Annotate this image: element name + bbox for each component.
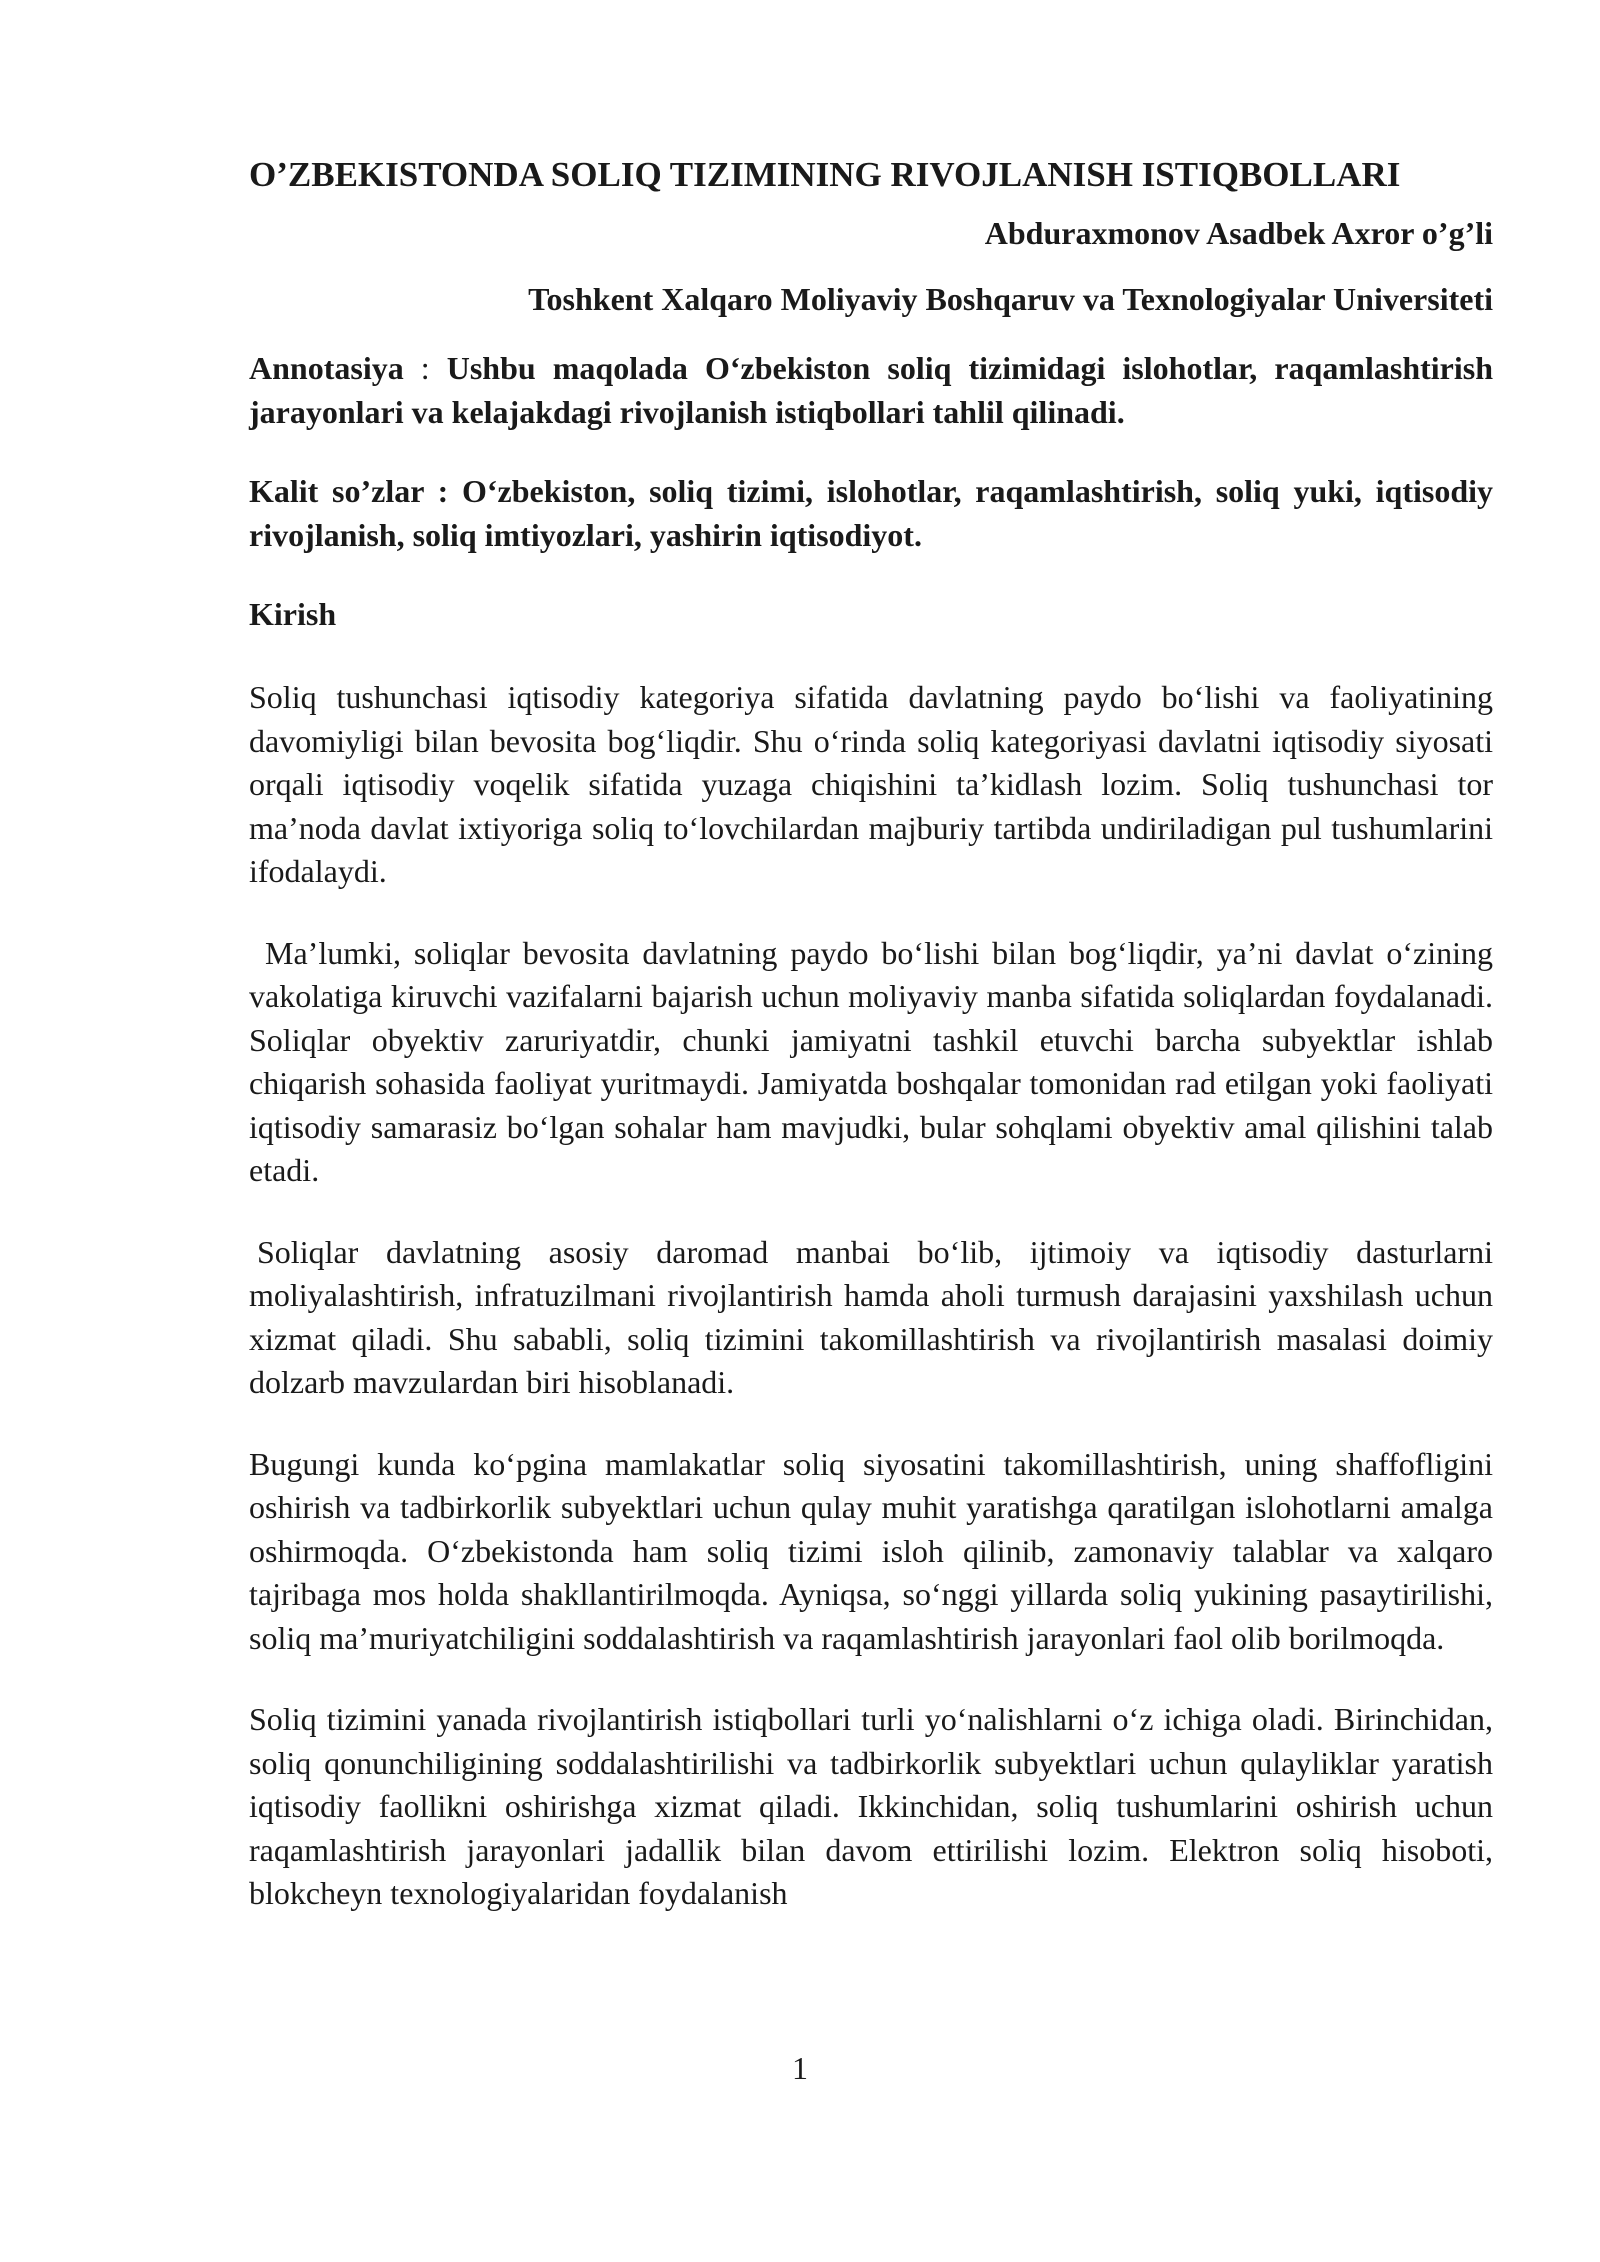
body-paragraph: Soliq tushunchasi iqtisodiy kategoriya sifatida davlatning paydo bo‘lishi va faoliyatining davomiyligi bilan bevosita bog‘liqdir. Shu o‘rinda soliq kategoriyasi davlatni iqtisodiy siyosati orqali iqtisodiy voqelik sifatida yuzaga chiqishini ta’kidlash lozim. Soliq tushunchasi tor ma’noda davlat ixtiyoriga soliq to‘lovchilardan majburiy tartibda undiriladigan pul tushumlarini ifodalaydi. <box>249 679 1493 889</box>
body-paragraph: Soliqlar davlatning asosiy daromad manbai bo‘lib, ijtimoiy va iqtisodiy dasturlarni moliyalashtirish, infratuzilmani rivojlantirish hamda aholi turmush darajasini yaxshilash uchun xizmat qiladi. Shu sababli, soliq tizimini takomillashtirish va rivojlantirish masalasi doimiy dolzarb mavzulardan biri hisoblanadi. <box>249 1233 1493 1400</box>
author-affiliation: Toshkent Xalqaro Moliyaviy Boshqaruv va Texnologiyalar Universiteti <box>528 281 1493 317</box>
paper-title: O’ZBEKISTONDA SOLIQ TIZIMINING RIVOJLANISH ISTIQBOLLARI <box>249 155 1401 194</box>
body-paragraph: Soliq tizimini yanada rivojlantirish istiqbollari turli yo‘nalishlarni o‘z ichiga oladi. Birinchidan, soliq qonunchiligining soddalashtirilishi va tadbirkorlik subyektlari uchun qulayliklar yaratish iqtisodiy faollikni oshirishga xizmat qiladi. Ikkinchidan, soliq tushumlarini oshirish uchun raqamlashtirish jarayonlari jadallik bilan davom ettirilishi lozim. Elektron soliq hisoboti, blokcheyn texnologiyalaridan foydalanish <box>249 1701 1493 1911</box>
abstract-block <box>249 346 1493 434</box>
abstract-label: Annotasiya <box>249 350 404 386</box>
author-name: Abduraxmonov Asadbek Axror o’g’li <box>984 215 1493 251</box>
keywords-label: Kalit so’zlar : <box>249 473 449 509</box>
keywords-block <box>249 469 1493 557</box>
page-number: 1 <box>792 2050 808 2086</box>
document-page <box>249 150 1493 1954</box>
body-paragraph: Ma’lumki, soliqlar bevosita davlatning paydo bo‘lishi bilan bog‘liqdir, ya’ni davlat o‘zining vakolatiga kiruvchi vazifalarni bajarish uchun moliyaviy manba sifatida soliqlardan foydalanadi. Soliqlar obyektiv zaruriyatdir, chunki jamiyatni tashkil etuvchi barcha subyektlar ishlab chiqarish sohasida faoliyat yuritmaydi. Jamiyatda boshqalar tomonidan rad etilgan yoki faoliyati iqtisodiy samarasiz bo‘lgan sohalar ham mavjudki, bular sohqlami obyektiv amal qilishini talab etadi. <box>249 934 1493 1188</box>
body-paragraph: Bugungi kunda ko‘pgina mamlakatlar soliq siyosatini takomillashtirish, uning shaffofligini oshirish va tadbirkorlik subyektlari uchun qulay muhit yaratishga qaratilgan islohotlarni amalga oshirmoqda. O‘zbekistonda ham soliq tizimi isloh qilinib, zamonaviy talablar va xalqaro tajribaga mos holda shakllantirilmoqda. Ayniqsa, so‘nggi yillarda soliq yukining pasaytirilishi, soliq ma’muriyatchiligini soddalashtirish va raqamlashtirish jarayonlari faol olib borilmoqda. <box>249 1445 1493 1656</box>
section-heading-introduction: Kirish <box>249 596 337 632</box>
keywords-text: O‘zbekiston, soliq tizimi, islohotlar, raqamlashtirish, soliq yuki, iqtisodiy rivojlanish, soliq imtiyozlari, yashirin iqtisodiyot. <box>249 473 1494 553</box>
abstract-text: Ushbu maqolada O‘zbekiston soliq tizimidagi islohotlar, raqamlashtirish jarayonlari va kelajakdagi rivojlanish istiqbollari tahlil qilinadi. <box>249 350 1494 430</box>
abstract-separator: : <box>403 350 447 386</box>
